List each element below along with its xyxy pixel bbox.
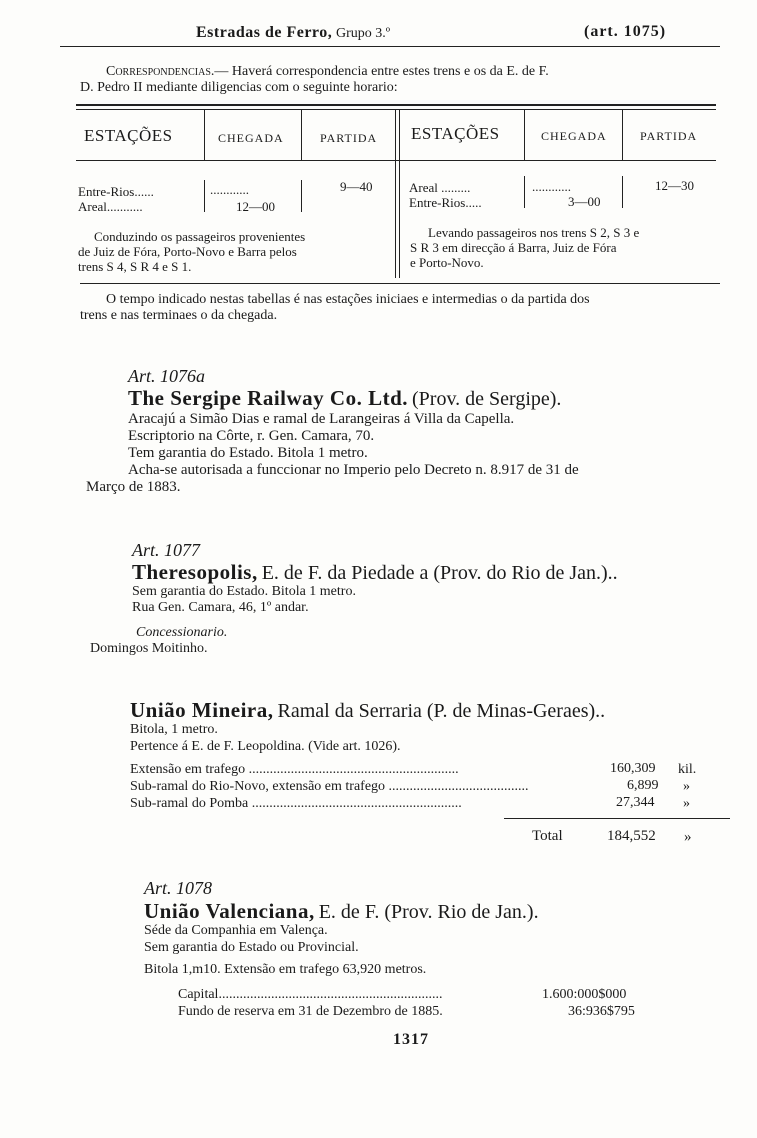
fundo-label: Fundo de reserva em 31 de Dezembro de 1885.: [178, 1004, 443, 1019]
article-line: Bitola, 1 metro.: [130, 722, 218, 737]
table-header-rule: [76, 160, 716, 161]
article-line: Aracajú a Simão Dias e ramal de Larangeiras á Villa da Capella.: [128, 411, 515, 427]
table-bottom-rule: [80, 283, 720, 284]
article-line: Escriptorio na Côrte, r. Gen. Camara, 70.: [128, 428, 375, 444]
table-note-left: de Juiz de Fóra, Porto-Novo e Barra pelos: [78, 244, 297, 259]
article-number: Art. 1078: [144, 878, 213, 898]
table-note-right: e Porto-Novo.: [410, 255, 484, 270]
extension-value: 160,309: [610, 761, 656, 776]
company-desc: E. de F. (Prov. Rio de Jan.).: [318, 901, 539, 923]
table-header-estacoes: ESTAÇÕES: [411, 124, 500, 143]
company-desc: E. de F. da Piedade a (Prov. do Rio de Jan.)..: [261, 562, 618, 584]
table-col-divider: [524, 110, 525, 160]
table-row-partida: 12—30: [655, 178, 694, 193]
header-title: Estradas de Ferro,: [196, 24, 333, 41]
table-row-chegada: 3—00: [568, 194, 601, 209]
table-note-left: Conduzindo os passageiros provenientes: [94, 229, 306, 244]
company-prov: (Prov. de Sergipe).: [412, 388, 562, 410]
extension-label: Sub-ramal do Pomba: [130, 796, 249, 811]
article-title: [128, 386, 561, 411]
header-art-ref: (art. 1075): [584, 23, 667, 40]
article-line: Acha-se autorisada a funccionar no Imperio pelo Decreto n. 8.917 de 31 de: [128, 462, 579, 478]
article-number: Art. 1076a: [128, 366, 206, 386]
article-line: Tem garantia do Estado. Bitola 1 metro.: [128, 445, 368, 461]
extension-item: Extensão em trafego ............................................................: [130, 762, 459, 777]
company-name: União Mineira,: [130, 698, 274, 722]
table-note-right: S R 3 em direcção á Barra, Juiz de Fóra: [410, 240, 617, 255]
fundo-value: 36:936$795: [568, 1004, 635, 1019]
company-desc: Ramal da Serraria (P. de Minas-Geraes)..: [277, 700, 606, 722]
concessionario-label: Concessionario.: [136, 625, 228, 640]
running-header: [196, 24, 390, 42]
table-col-divider: [301, 110, 302, 160]
table-header-chegada: CHEGADA: [218, 131, 284, 145]
table-col-divider: [622, 110, 623, 160]
article-title: [130, 698, 605, 723]
table-row-chegada: 12—00: [236, 199, 275, 214]
extension-value: 6,899: [627, 778, 659, 793]
extension-label: Sub-ramal do Rio-Novo, extensão em trafego: [130, 779, 386, 794]
header-divider: [60, 46, 720, 47]
total-unit: »: [684, 829, 692, 845]
article-line: Sem garantia do Estado ou Provincial.: [144, 940, 359, 955]
article-title: [144, 899, 539, 924]
page-number: 1317: [393, 1031, 429, 1048]
table-row-divider: [524, 176, 525, 208]
article-line: Sem garantia do Estado. Bitola 1 metro.: [132, 584, 356, 599]
table-row-chegada: ............: [210, 182, 249, 197]
table-top-rule: [76, 104, 716, 106]
table-row-station: Areal...........: [78, 199, 143, 214]
table-center-divider-2: [399, 110, 400, 278]
table-row-station: Entre-Rios.....: [409, 195, 482, 210]
article-number: Art. 1077: [132, 540, 201, 560]
article-line: Séde da Companhia em Valença.: [144, 923, 328, 938]
table-header-estacoes: ESTAÇÕES: [84, 126, 173, 145]
extension-unit: »: [683, 796, 690, 811]
extension-label: Extensão em trafego: [130, 762, 246, 777]
capital-label: Capital: [178, 987, 219, 1002]
total-rule: [504, 818, 730, 819]
table-header-chegada: CHEGADA: [541, 129, 607, 143]
total-label: Total: [532, 828, 563, 844]
table-col-divider: [204, 110, 205, 160]
capital-value: 1.600:000$000: [542, 987, 627, 1002]
correspondencias-line2: D. Pedro II mediante diligencias com o seguinte horario:: [80, 80, 398, 95]
article-line: Pertence á E. de F. Leopoldina. (Vide art. 1026).: [130, 739, 401, 754]
company-name: União Valenciana,: [144, 899, 315, 923]
correspondencias-label: Correspondencias.—: [106, 64, 229, 79]
header-group: Grupo 3.º: [336, 26, 391, 41]
table-row-divider: [301, 180, 302, 212]
table-note-left: trens S 4, S R 4 e S 1.: [78, 259, 192, 274]
table-center-divider: [395, 110, 396, 278]
company-name: Theresopolis,: [132, 560, 258, 584]
tempo-note: trens e nas terminaes o da chegada.: [80, 308, 278, 323]
correspondencias-text1: Haverá correspondencia entre estes trens e os da E. de F.: [231, 64, 549, 79]
table-row-station: Areal .........: [409, 180, 471, 195]
total-value: 184,552: [607, 828, 656, 844]
table-row-divider: [204, 180, 205, 212]
tempo-note: O tempo indicado nestas tabellas é nas estações iniciaes e intermedias o da partida dos: [106, 292, 590, 307]
table-note-right: Levando passageiros nos trens S 2, S 3 e: [428, 225, 640, 240]
article-line: Março de 1883.: [86, 479, 181, 495]
article-line: Rua Gen. Camara, 46, 1º andar.: [132, 600, 309, 615]
concessionario-name: Domingos Moitinho.: [90, 641, 208, 656]
table-top-rule-2: [76, 109, 716, 110]
table-row-partida: 9—40: [340, 179, 373, 194]
extension-item: Sub-ramal do Rio-Novo, extensão em trafego ........................................: [130, 779, 529, 794]
article-title: [132, 560, 618, 585]
capital-item: Capital................................................................: [178, 987, 443, 1002]
table-header-partida: PARTIDA: [320, 131, 378, 145]
table-row-chegada: ............: [532, 179, 571, 194]
article-line: Bitola 1,m10. Extensão em trafego 63,920 metros.: [144, 962, 427, 977]
extension-unit: kil.: [678, 762, 697, 777]
company-name: The Sergipe Railway Co. Ltd.: [128, 386, 409, 410]
table-header-partida: PARTIDA: [640, 129, 698, 143]
extension-item: Sub-ramal do Pomba ............................................................: [130, 796, 462, 811]
table-row-divider: [622, 176, 623, 208]
extension-unit: »: [683, 779, 690, 794]
extension-value: 27,344: [616, 795, 655, 810]
table-row-station: Entre-Rios......: [78, 184, 154, 199]
correspondencias-line1: [106, 64, 549, 79]
